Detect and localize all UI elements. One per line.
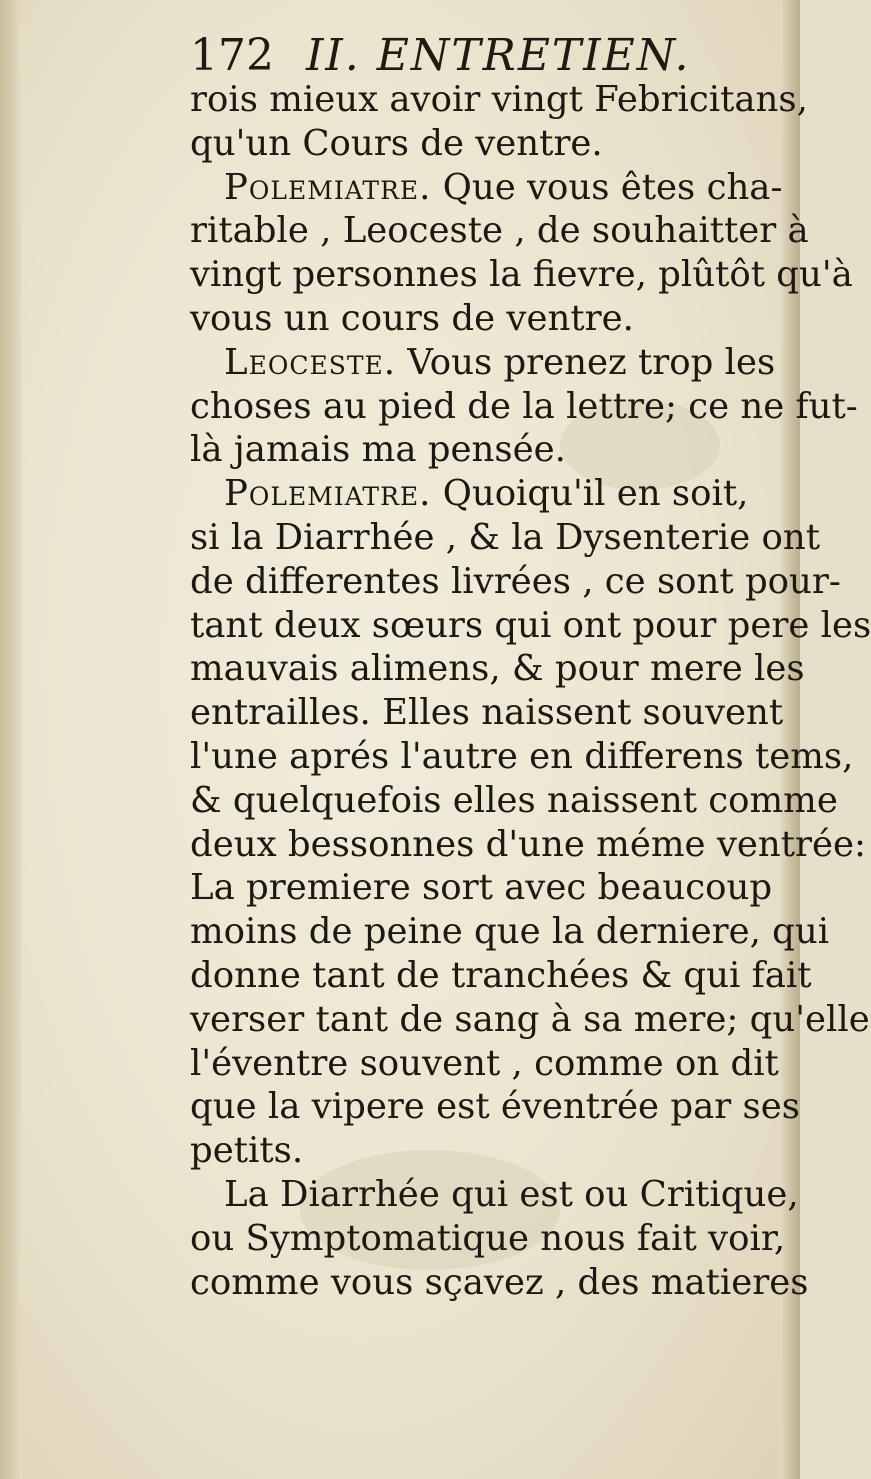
- line-text: choses au pied de la lettre; ce ne fut-: [190, 385, 858, 427]
- text-line: [190, 78, 808, 122]
- line-text: l'une aprés l'autre en differens tems,: [190, 735, 854, 777]
- text-line: [190, 910, 830, 954]
- text-line: [190, 516, 821, 560]
- line-text: deux bessonnes d'une méme ventrée:: [190, 823, 866, 865]
- speaker-name: Polemiatre.: [224, 473, 432, 515]
- line-text: donne tant de tranchées & qui fait: [190, 954, 812, 996]
- text-line: [190, 1173, 799, 1217]
- speaker-name: Leoceste.: [224, 341, 397, 383]
- speaker-name: Polemiatre.: [224, 166, 432, 208]
- text-line: [190, 691, 784, 735]
- text-line: [190, 998, 870, 1042]
- text-line: [190, 1217, 786, 1261]
- text-line: [190, 297, 775, 341]
- text-line: [190, 1261, 809, 1305]
- line-text: de differentes livrées , ce sont pour-: [190, 560, 841, 602]
- text-line: [190, 428, 775, 472]
- line-text: là jamais ma pensée.: [190, 429, 566, 471]
- text-line: [190, 647, 805, 691]
- line-text: petits.: [190, 1130, 304, 1172]
- text-line: [190, 954, 812, 998]
- text-line: [190, 560, 841, 604]
- text-line: [190, 122, 775, 166]
- line-text: ou Symptomatique nous fait voir,: [190, 1217, 786, 1259]
- line-text: l'éventre souvent , comme on dit: [190, 1042, 779, 1084]
- line-text: comme vous sçavez , des matieres: [190, 1261, 809, 1303]
- text-line: [190, 341, 775, 385]
- line-text: qu'un Cours de ventre.: [190, 122, 603, 164]
- text-line: [190, 209, 809, 253]
- page-gutter-shadow: [0, 0, 22, 1479]
- body-text: [190, 78, 871, 1304]
- line-text: si la Diarrhée , & la Dysenterie ont: [190, 516, 821, 558]
- line-text: ritable , Leoceste , de souhaitter à: [190, 210, 809, 252]
- text-line: [190, 166, 783, 210]
- text-line: [190, 253, 853, 297]
- text-line: [190, 385, 858, 429]
- line-text: verser tant de sang à sa mere; qu'elle: [190, 998, 870, 1040]
- line-text: Vous prenez trop les: [396, 341, 776, 383]
- page-header: [190, 30, 690, 81]
- line-text: Quoiqu'il en soit,: [431, 473, 749, 515]
- page-number: 172: [190, 30, 274, 81]
- line-text: moins de peine que la derniere, qui: [190, 911, 830, 953]
- text-line: [190, 1085, 800, 1129]
- line-text: que la vipere est éventrée par ses: [190, 1086, 800, 1128]
- text-line: [190, 735, 854, 779]
- text-line: [190, 866, 775, 910]
- line-text: La premiere sort avec beaucoup: [190, 867, 773, 909]
- line-text: rois mieux avoir vingt Febricitans,: [190, 79, 808, 120]
- line-text: vingt personnes la fievre, plûtôt qu'à: [190, 254, 853, 296]
- text-line: [190, 1042, 779, 1086]
- text-line: [190, 604, 871, 648]
- line-text: & quelquefois elles naissent comme: [190, 779, 838, 821]
- line-text: mauvais alimens, & pour mere les: [190, 648, 805, 690]
- line-text: tant deux sœurs qui ont pour pere les: [190, 604, 871, 646]
- text-line: [190, 1129, 775, 1173]
- line-text: La Diarrhée qui est ou Critique,: [224, 1173, 799, 1215]
- text-line: [190, 472, 775, 516]
- text-line: [190, 823, 866, 867]
- line-text: Que vous êtes cha-: [431, 166, 783, 208]
- text-line: [190, 779, 838, 823]
- line-text: vous un cours de ventre.: [190, 297, 634, 339]
- line-text: entrailles. Elles naissent souvent: [190, 692, 784, 734]
- running-title: II. ENTRETIEN.: [305, 30, 691, 81]
